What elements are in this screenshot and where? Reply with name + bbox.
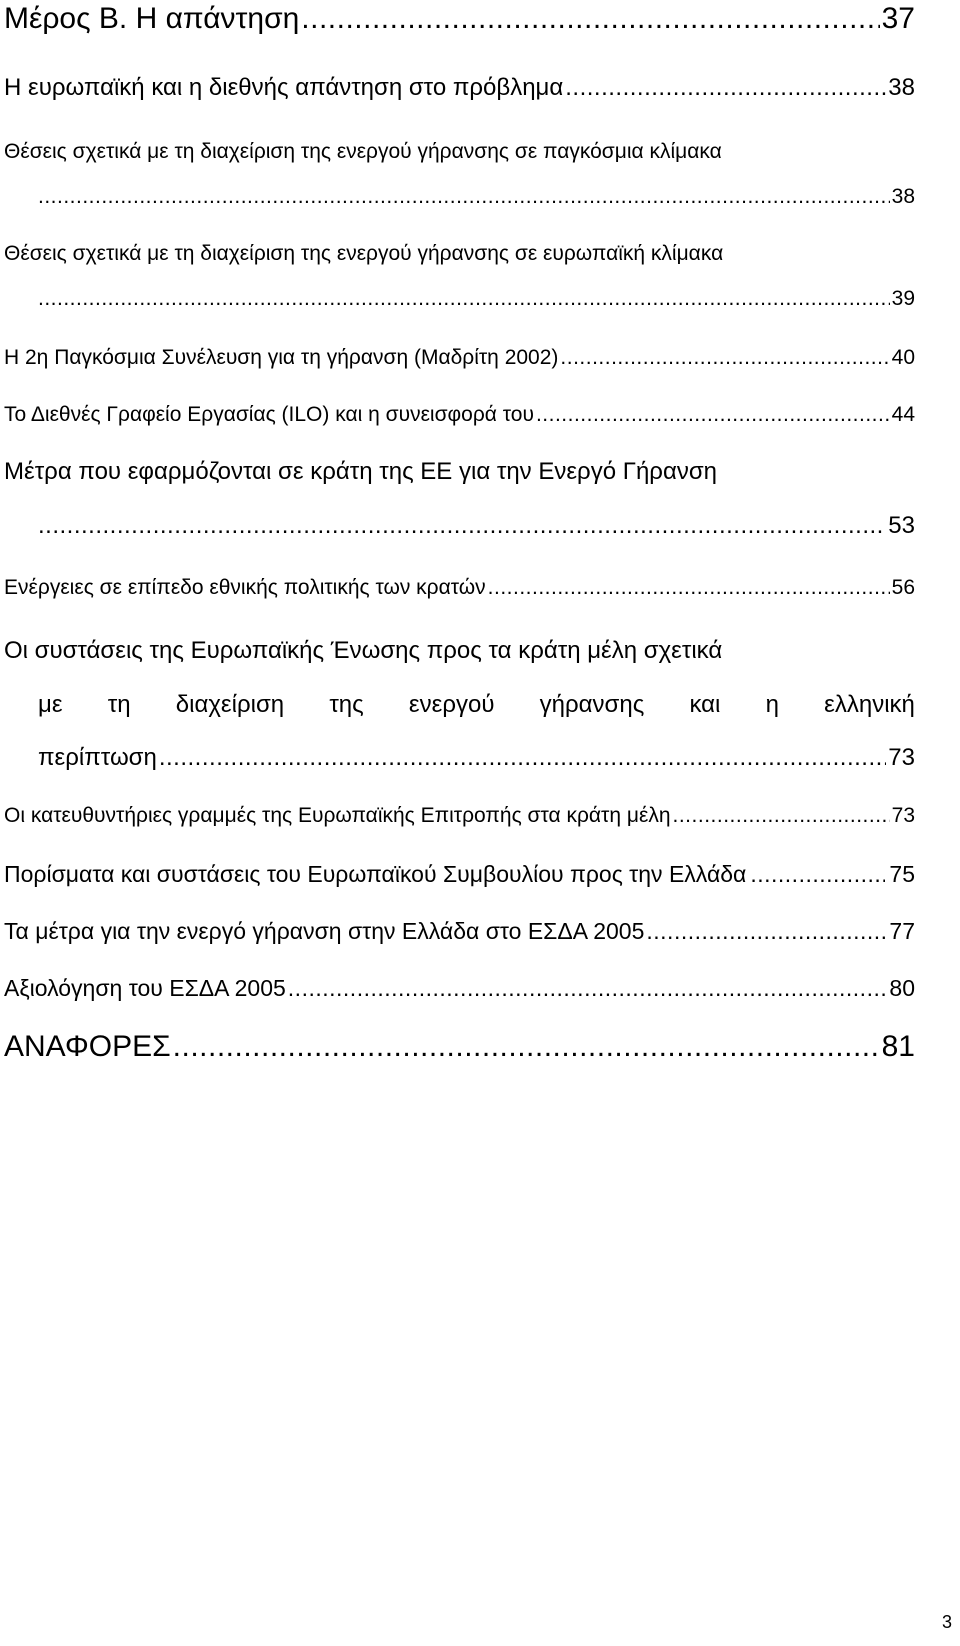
toc-entry-title: Η ευρωπαϊκή και η διεθνής απάντηση στο πρόβλημα — [4, 74, 564, 101]
toc-entry-title: Μέτρα που εφαρμόζονται σε κράτη της ΕΕ για την Ενεργό Γήρανση — [4, 458, 717, 485]
toc-entry[interactable] — [4, 918, 915, 952]
page-number: 3 — [941, 1612, 952, 1632]
toc-page-number: 80 — [889, 975, 915, 1001]
toc-entry-title: Τα μέτρα για την ενεργό γήρανση στην Ελλάδα στο ΕΣΔΑ 2005 — [4, 918, 645, 944]
toc-leader — [646, 918, 887, 945]
toc-page-number: 75 — [889, 861, 915, 887]
toc-entry-title: Η 2η Παγκόσμια Συνέλευση για τη γήρανση (Μαδρίτη 2002) — [4, 346, 559, 369]
toc-entry-word: γήρανσης — [539, 691, 645, 718]
toc-entry-word: η — [765, 691, 779, 718]
toc-entry[interactable] — [4, 804, 915, 836]
toc-entry[interactable] — [4, 861, 915, 895]
toc-leader — [673, 804, 890, 828]
toc-entry-title: Μέρος Β. Η απάντηση — [4, 2, 300, 35]
toc-entry[interactable] — [4, 576, 915, 608]
toc-entry[interactable] — [4, 242, 915, 318]
toc-page-number: 37 — [881, 2, 915, 35]
toc-entry-word: με — [38, 691, 63, 718]
toc-entry-title: Ενέργειες σε επίπεδο εθνικής πολιτικής των κρατών — [4, 576, 486, 599]
toc-entry[interactable] — [4, 346, 915, 378]
toc-entry[interactable] — [4, 637, 915, 797]
toc-entry[interactable] — [4, 0, 915, 44]
toc-leader — [288, 975, 888, 1002]
toc-entry-title: Το Διεθνές Γραφείο Εργασίας (ILO) και η συνεισφορά του — [4, 403, 534, 426]
toc-leader — [38, 512, 886, 540]
toc-entry-word: διαχείριση — [175, 691, 285, 718]
toc-leader — [488, 576, 890, 600]
toc-entry-word: ενεργού — [408, 691, 495, 718]
toc-entry[interactable] — [4, 1030, 915, 1072]
toc-page-number: 56 — [891, 576, 915, 599]
toc-entry[interactable] — [4, 140, 915, 216]
toc-page-number: 39 — [891, 287, 915, 310]
toc-leader — [565, 74, 886, 102]
toc-page-number: 38 — [891, 185, 915, 208]
toc-leader — [38, 287, 890, 311]
toc-page-number: 40 — [891, 346, 915, 369]
toc-leader — [301, 2, 879, 36]
toc-entry[interactable] — [4, 975, 915, 1009]
toc-entry-title: περίπτωση — [38, 744, 157, 771]
toc-page-number: 73 — [891, 804, 915, 827]
toc-leader — [173, 1030, 880, 1064]
toc-entry-word: της — [329, 691, 364, 718]
toc-leader — [536, 403, 890, 427]
toc-entry[interactable] — [4, 403, 915, 435]
toc-entry-title: Θέσεις σχετικά με τη διαχείριση της ενεργού γήρανσης σε παγκόσμια κλίμακα — [4, 140, 722, 163]
toc-entry-word: και — [689, 691, 721, 718]
toc-leader — [38, 185, 890, 209]
toc-entry-title: Αξιολόγηση του ΕΣΔΑ 2005 — [4, 975, 286, 1001]
toc-entry-title: Θέσεις σχετικά με τη διαχείριση της ενεργού γήρανσης σε ευρωπαϊκή κλίμακα — [4, 242, 724, 265]
toc-entry-word: τη — [107, 691, 131, 718]
toc-page-number: 73 — [888, 744, 915, 771]
toc-leader — [750, 861, 885, 888]
toc-page-number: 81 — [881, 1030, 915, 1063]
toc-page-number: 38 — [888, 74, 915, 101]
toc-entry-title: Πορίσματα και συστάσεις του Ευρωπαϊκού Συμβουλίου προς την Ελλάδα — [4, 861, 747, 887]
toc-leader — [560, 346, 889, 370]
toc-entry-word: ελληνική — [824, 691, 915, 718]
toc-entry-title: Οι κατευθυντήριες γραμμές της Ευρωπαϊκής Επιτροπής στα κράτη μέλη — [4, 804, 671, 827]
toc-page-number: 53 — [888, 512, 915, 539]
toc-page-number: 77 — [889, 918, 915, 944]
toc-leader — [159, 744, 886, 772]
toc-entry-title: ΑΝΑΦΟΡΕΣ — [4, 1030, 171, 1063]
toc-entry[interactable] — [4, 458, 915, 548]
toc-entry-title: Οι συστάσεις της Ευρωπαϊκής Ένωσης προς τα κράτη μέλη σχετικά — [4, 637, 723, 664]
toc-page-number: 44 — [891, 403, 915, 426]
toc-entry[interactable] — [4, 74, 915, 110]
